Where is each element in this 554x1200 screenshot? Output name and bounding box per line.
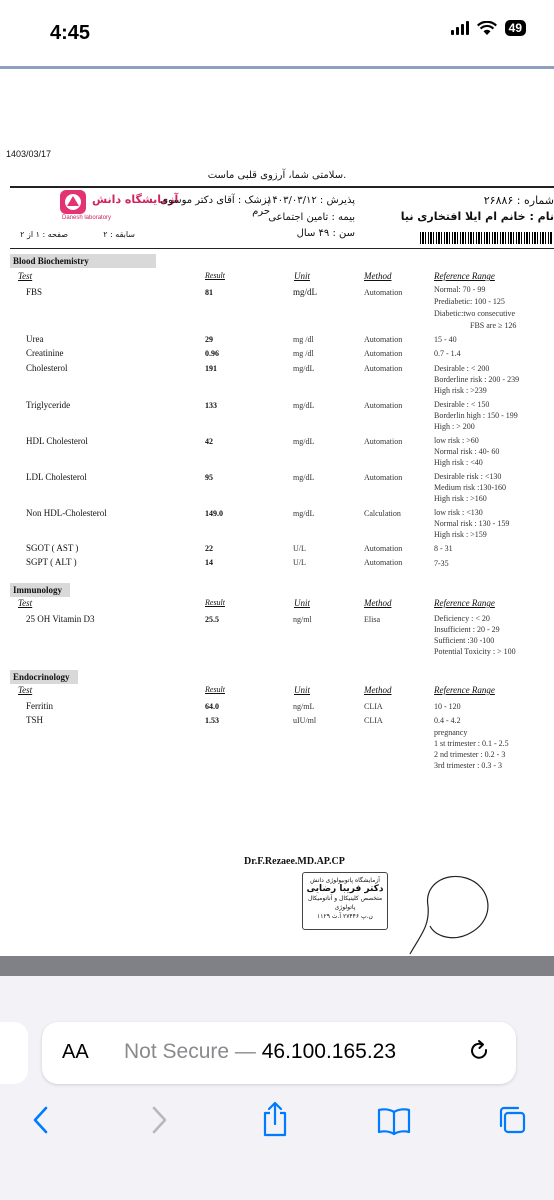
test-method: Automation — [364, 288, 403, 297]
col-result: Result — [205, 271, 225, 280]
test-unit: mg/dL — [293, 364, 315, 373]
stamp-line: متخصص کلینیکال و آناتومیکال پاتولوژی — [307, 895, 383, 911]
test-unit: mg/dL — [293, 509, 315, 518]
col-reference: Reference Range — [434, 598, 495, 608]
ref-line: Borderline risk : 200 - 239 — [434, 375, 520, 384]
test-method: Automation — [364, 401, 403, 410]
test-method: Automation — [364, 437, 403, 446]
test-name: HDL Cholesterol — [26, 436, 88, 446]
stamp-line: آزمایشگاه پاتوبیولوژی دانش — [310, 877, 380, 884]
test-name: Ferritin — [26, 701, 53, 711]
col-test: Test — [18, 685, 33, 695]
ref-line: Borderlin high : 150 - 199 — [434, 411, 518, 420]
file-number: شماره : ۲۶۸۸۶ — [483, 194, 554, 207]
test-unit: mg/dL — [293, 437, 315, 446]
ref-line: High risk : >159 — [434, 530, 487, 539]
test-name: Cholesterol — [26, 363, 68, 373]
test-name: Urea — [26, 334, 44, 344]
test-result: 25.5 — [205, 615, 219, 624]
test-result: 149.0 — [205, 509, 223, 518]
tabs-icon[interactable] — [496, 1104, 528, 1136]
ref-line: Normal risk : 130 - 159 — [434, 519, 510, 528]
ref-line: High : > 200 — [434, 422, 475, 431]
ref-line: Sufficient :30 -100 — [434, 636, 495, 645]
ref-line: Insufficient : 20 - 29 — [434, 625, 500, 634]
col-method: Method — [364, 271, 392, 281]
col-unit: Unit — [294, 598, 311, 608]
ref-line: pregnancy — [434, 728, 468, 737]
share-icon[interactable] — [260, 1100, 290, 1138]
url-host: 46.100.165.23 — [261, 1040, 397, 1063]
lab-name: آزمایشگاه دانش — [92, 193, 179, 206]
doctor-name: پزشک : آقای دکتر موسوی حرم — [160, 195, 270, 217]
test-unit: mg/dL — [293, 401, 315, 410]
url-text[interactable] — [124, 1040, 396, 1064]
ref-line: Diabetic:two consecutive — [434, 309, 516, 318]
ref-line: Prediabetic: 100 - 125 — [434, 297, 505, 306]
test-method: Automation — [364, 558, 403, 567]
ref-line: 10 - 120 — [434, 702, 461, 711]
patient-age: سن : ۴۹ سال — [296, 228, 355, 239]
test-unit: uIU/ml — [293, 716, 317, 725]
test-result: 1.53 — [205, 716, 219, 725]
section-endocrinology: Endocrinology — [10, 670, 78, 684]
ref-line: Desirable : < 200 — [434, 364, 490, 373]
ref-line: 7-35 — [434, 559, 449, 568]
col-method: Method — [364, 598, 392, 608]
col-method: Method — [364, 685, 392, 695]
section-immunology: Immunology — [10, 583, 70, 597]
test-unit: mg/dL — [293, 473, 315, 482]
col-unit: Unit — [294, 685, 311, 695]
test-result: 191 — [205, 364, 217, 373]
page-settings-button[interactable]: AA — [62, 1041, 89, 1063]
test-unit: mg /dl — [293, 335, 314, 344]
lab-logo-icon — [60, 190, 86, 214]
forward-icon[interactable] — [146, 1104, 170, 1136]
stamp-line: دکتر فریبا رضایی — [306, 884, 384, 894]
test-result: 29 — [205, 335, 213, 344]
battery-icon: 49 — [505, 20, 526, 36]
test-unit: U/L — [293, 544, 306, 553]
section-blood-biochemistry: Blood Biochemistry — [10, 254, 156, 268]
history: سابقه : ۲ — [103, 230, 135, 239]
test-method: Automation — [364, 349, 403, 358]
ref-line: High risk : >239 — [434, 386, 487, 395]
test-unit: mg/dL — [293, 287, 317, 297]
ref-line: 0.7 - 1.4 — [434, 349, 461, 358]
test-method: Elisa — [364, 615, 380, 624]
test-unit: U/L — [293, 558, 306, 567]
test-method: Automation — [364, 544, 403, 553]
ref-line: 8 - 31 — [434, 544, 453, 553]
test-unit: ng/ml — [293, 615, 312, 624]
greeting-text: سلامتی شما، آرزوی قلبی ماست. — [207, 170, 347, 181]
patient-name: نام : خانم ام ایلا افتخاری نیا — [400, 210, 554, 223]
browser-toolbar — [0, 976, 554, 1200]
status-icons — [451, 20, 526, 36]
ref-line: Potential Toxicity : > 100 — [434, 647, 516, 656]
lab-subtitle: Danesh laboratory — [62, 215, 112, 221]
url-separator: — — [229, 1040, 262, 1063]
ref-line: 3rd trimester : 0.3 - 3 — [434, 761, 502, 770]
doctor-stamp — [302, 872, 388, 930]
test-method: Automation — [364, 335, 403, 344]
col-result: Result — [205, 685, 225, 694]
previous-tab-peek[interactable] — [0, 1022, 28, 1084]
ref-line: 2 nd trimester : 0.2 - 3 — [434, 750, 506, 759]
ref-line: Deficiency : < 20 — [434, 614, 490, 623]
test-method: CLIA — [364, 716, 383, 725]
test-result: 64.0 — [205, 702, 219, 711]
test-unit: ng/mL — [293, 702, 315, 711]
col-test: Test — [18, 271, 33, 281]
reception-date: پذیرش : ۱۴۰۳/۰۳/۱۲ — [267, 195, 355, 206]
test-method: Automation — [364, 364, 403, 373]
status-time: 4:45 — [50, 22, 91, 44]
ref-line: Normal: 70 - 99 — [434, 285, 486, 294]
col-test: Test — [18, 598, 33, 608]
ref-line: 15 - 40 — [434, 335, 457, 344]
col-unit: Unit — [294, 271, 311, 281]
test-name: LDL Cholesterol — [26, 472, 87, 482]
ref-line: Desirable risk : <130 — [434, 472, 502, 481]
document-bottom-edge — [0, 956, 554, 976]
stamp-line: ن.پ ۲۷۴۴۶ آ.ت ۱۱۲۹ — [317, 913, 373, 920]
ref-line: Medium risk :130-160 — [434, 483, 506, 492]
ref-line: low risk : <130 — [434, 508, 483, 517]
col-reference: Reference Range — [434, 685, 495, 695]
test-name: Creatinine — [26, 348, 64, 358]
test-result: 22 — [205, 544, 213, 553]
test-name: FBS — [26, 287, 43, 297]
test-unit: mg /dl — [293, 349, 314, 358]
insurance: بیمه : تامین اجتماعی — [268, 212, 355, 223]
test-name: Triglyceride — [26, 400, 71, 410]
ref-line: Normal risk : 40- 60 — [434, 447, 500, 456]
handwritten-signature-icon — [400, 866, 500, 958]
ref-line: 1 st trimester : 0.1 - 2.5 — [434, 739, 509, 748]
test-method: CLIA — [364, 702, 383, 711]
test-result: 81 — [205, 288, 213, 297]
ref-line: 0.4 - 4.2 — [434, 716, 461, 725]
back-icon[interactable] — [30, 1104, 54, 1136]
reload-icon[interactable] — [466, 1038, 492, 1064]
doctor-signature-name: Dr.F.Rezaee.MD.AP.CP — [244, 856, 345, 867]
test-name: TSH — [26, 715, 44, 725]
col-reference: Reference Range — [434, 271, 495, 281]
barcode — [420, 232, 552, 244]
ref-line: High risk : <40 — [434, 458, 483, 467]
test-result: 42 — [205, 437, 213, 446]
document-top-border — [0, 66, 554, 69]
bookmarks-icon[interactable] — [376, 1106, 412, 1136]
not-secure-label: Not Secure — [124, 1040, 230, 1063]
report-date: 1403/03/17 — [6, 149, 52, 159]
test-method: Calculation — [364, 509, 401, 518]
test-result: 133 — [205, 401, 217, 410]
test-name: SGOT ( AST ) — [26, 543, 79, 553]
ref-line: low risk : >60 — [434, 436, 479, 445]
test-method: Automation — [364, 473, 403, 482]
test-name: 25 OH Vitamin D3 — [26, 614, 95, 624]
signal-icon — [451, 21, 469, 35]
col-result: Result — [205, 598, 225, 607]
test-name: SGPT ( ALT ) — [26, 557, 77, 567]
ref-line: High risk : >160 — [434, 494, 487, 503]
ref-line: Desirable : < 150 — [434, 400, 490, 409]
test-name: Non HDL-Cholesterol — [26, 508, 107, 518]
page-number: صفحه : ۱ از ۲ — [20, 230, 68, 239]
wifi-icon — [477, 21, 497, 36]
test-result: 95 — [205, 473, 213, 482]
test-result: 0.96 — [205, 349, 219, 358]
test-result: 14 — [205, 558, 213, 567]
ref-line: FBS are ≥ 126 — [470, 321, 517, 330]
